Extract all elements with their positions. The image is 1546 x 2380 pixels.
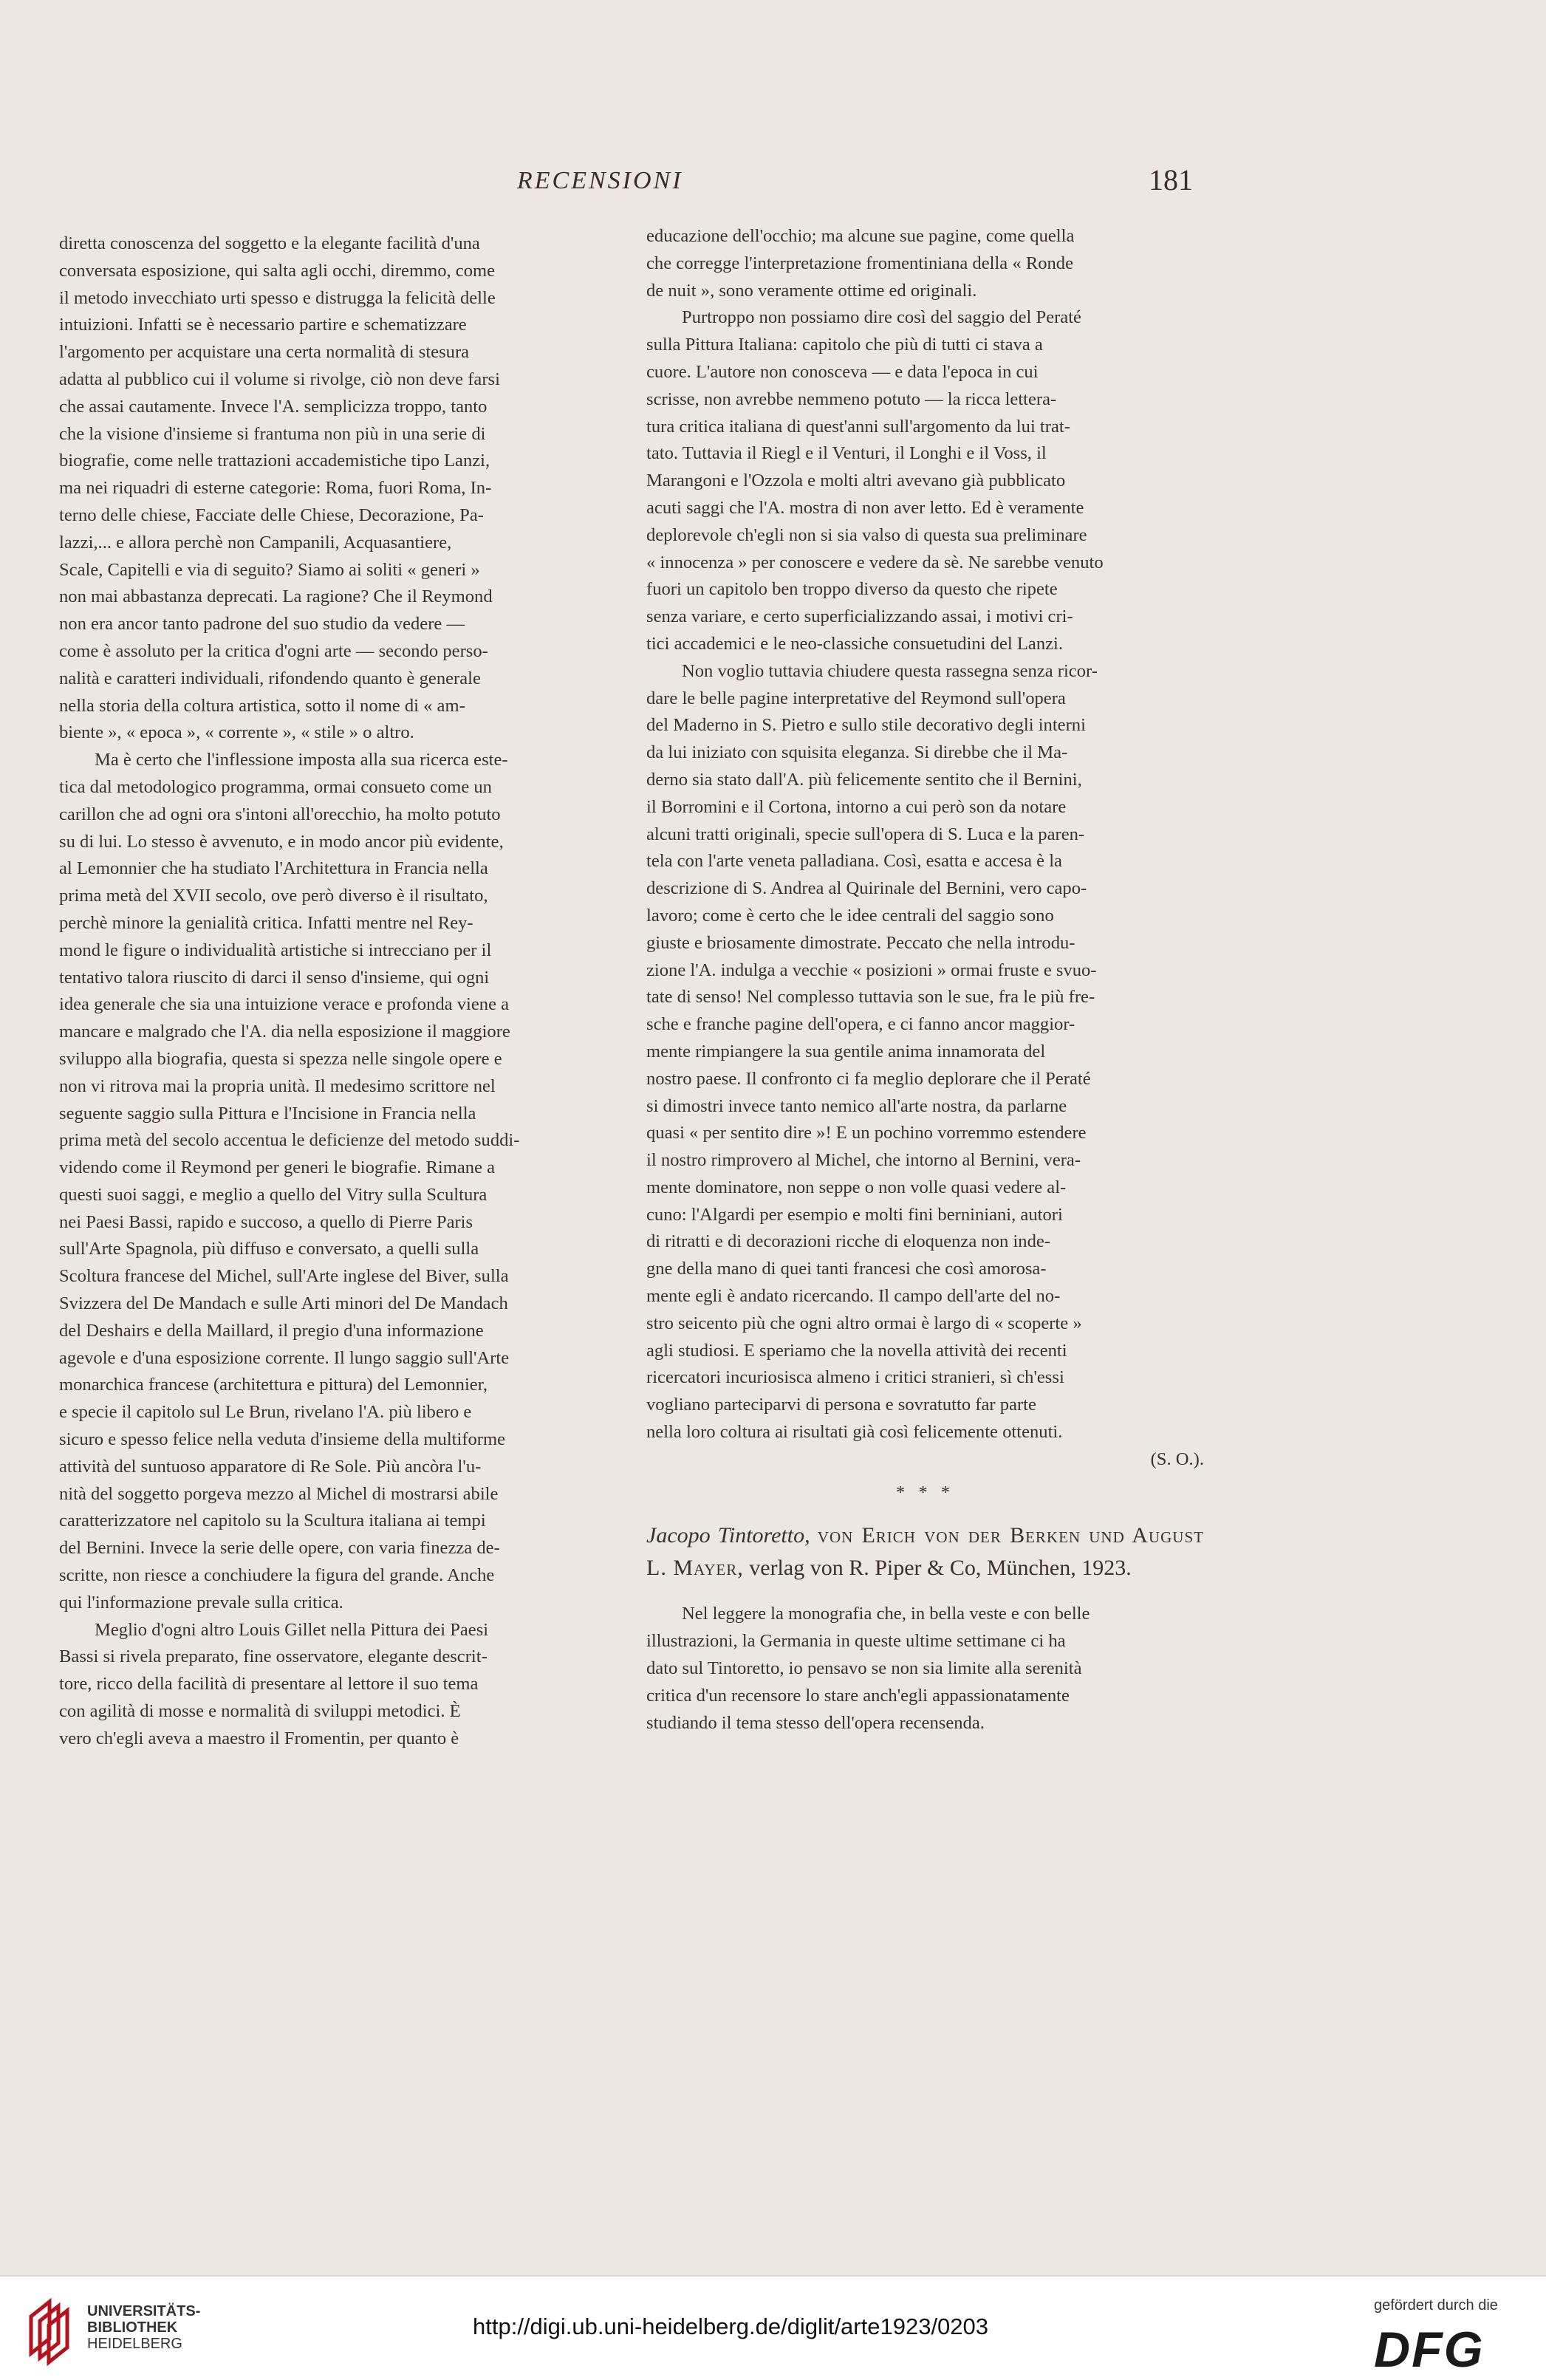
text-line: Meglio d'ogni altro Louis Gillet nella Pittura dei Paesi [95,1619,489,1640]
text-line: de nuit », sono veramente ottime ed originali. [646,280,977,301]
text-line: derno sia stato dall'A. più felicemente sentito che il Bernini, [646,769,1082,790]
text-line: prima metà del secolo accentua le deficienze del metodo suddi- [59,1130,520,1151]
library-name-line1: UNIVERSITÄTS- [87,2303,201,2319]
text-line: caratterizzatore nel capitolo su la Scultura italiana ai tempi [59,1511,486,1531]
text-line: nalità e caratteri individuali, rifondendo quanto è generale [59,668,481,688]
text-line: zione l'A. indulga a vecchie « posizioni » ormai fruste e svuo- [646,960,1097,980]
text-line: che corregge l'interpretazione fromentiniana della « Ronde [646,253,1074,273]
text-line: idea generale che sia una intuizione verace e profonda viene a [59,994,510,1015]
text-line: sicuro e spesso felice nella veduta d'insieme della multiforme [59,1429,506,1450]
text-line: carillon che ad ogni ora s'intoni all'orecchio, ha molto potuto [59,804,501,824]
text-line: Nel leggere la monografia che, in bella veste e con belle [682,1604,1090,1624]
right-column [646,223,1204,1737]
text-line: questi suoi saggi, e meglio a quello del Vitry sulla Scultura [59,1184,488,1205]
text-line: nostro paese. Il confronto ci fa meglio deplorare che il Peraté [646,1068,1091,1089]
review-book-title: Jacopo Tintoretto, [646,1523,810,1548]
text-line: tentativo talora riuscito di darci il senso d'insieme, qui ogni [59,967,490,988]
text-line: mond le figure o individualità artistiche si intrecciano per il [59,940,492,960]
library-name-line3: HEIDELBERG [87,2336,182,2352]
text-line: sviluppo alla biografia, questa si spezza nelle singole opere e [59,1048,502,1069]
text-line: intuizioni. Infatti se è necessario partire e schematizzare [59,315,467,335]
text-line: conversata esposizione, qui salta agli occhi, diremmo, come [59,260,496,281]
text-line: alcuni tratti originali, specie sull'opera di S. Luca e la paren- [646,824,1085,844]
text-line: mente dominatore, non seppe o non volle quasi vedere al- [646,1177,1067,1197]
text-line: e specie il capitolo sul Le Brun, rivelano l'A. più libero e [59,1402,472,1423]
text-line: Svizzera del De Mandach e sulle Arti minori del De Mandach [59,1293,508,1314]
text-line: mente rimpiangere la sua gentile anima innamorata del [646,1041,1046,1061]
text-line: sche e franche pagine dell'opera, e ci fanno ancor maggior- [646,1014,1075,1035]
text-line: seguente saggio sulla Pittura e l'Incisione in Francia nella [59,1103,476,1124]
text-line: perchè minore la genialità critica. Infatti mentre nel Rey- [59,912,473,933]
text-line: studiando il tema stesso dell'opera recensenda. [646,1712,985,1733]
text-line: del Deshairs e della Maillard, il pregio d'una informazione [59,1320,484,1341]
left-paragraph-2 [59,747,609,1617]
text-line: tela con l'arte veneta palladiana. Così, esatta e accesa è la [646,851,1062,872]
text-line: del Maderno in S. Pietro e sullo stile decorativo degli interni [646,715,1086,736]
text-line: agevole e d'una esposizione corrente. Il lungo saggio sull'Arte [59,1347,510,1368]
text-line: nità del soggetto porgeva mezzo al Michel di mostrarsi abile [59,1483,499,1504]
text-line: giuste e briosamente dimostrate. Peccato che nella introdu- [646,932,1075,953]
text-line: Scoltura francese del Michel, sull'Arte inglese del Biver, sulla [59,1266,509,1287]
text-line: terno delle chiese, Facciate delle Chiese, Decorazione, Pa- [59,505,484,525]
review-publisher: verlag von R. Piper & Co, München, 1923. [749,1556,1132,1581]
text-line: tura critica italiana di quest'anni sull'argomento da lui trat- [646,416,1070,437]
right-paragraph-3 [646,658,1204,1446]
text-line: ricercatori incuriosisca almeno i critici stranieri, sì ch'essi [646,1367,1064,1388]
text-line: Purtroppo non possiamo dire così del saggio del Peraté [682,307,1081,328]
text-line: del Bernini. Invece la serie delle opere, con varia finezza de- [59,1538,500,1559]
right-paragraph-1 [646,223,1204,304]
text-line: gne della mano di quei tanti francesi che così amorosa- [646,1259,1047,1279]
library-name-line2: BIBLIOTHEK [87,2319,178,2336]
text-line: sulla Pittura Italiana: capitolo che più di tutti ci stava a [646,335,1043,355]
text-line: cuore. L'autore non conosceva — e data l'epoca in cui [646,361,1039,382]
review-signature: (S. O.). [1150,1449,1204,1469]
text-line: dato sul Tintoretto, io pensavo se non sia limite alla serenità [646,1658,1082,1679]
text-line: il metodo invecchiato urti spesso e distrugga la felicità delle [59,287,496,308]
text-line: al Lemonnier che ha studiato l'Architettura in Francia nella [59,858,488,879]
text-line: fuori un capitolo ben troppo diverso da questo che ripete [646,579,1058,600]
text-line: nei Paesi Bassi, rapido e succoso, a quello di Pierre Paris [59,1211,473,1232]
text-line: mente egli è andato ricercando. Il campo dell'arte del no- [646,1286,1061,1307]
text-line: stro seicento più che ogni altro ormai è largo di « scoperte » [646,1313,1082,1333]
review-heading [646,1519,1204,1584]
text-line: tici accademici e le neo-classiche consuetudini del Lanzi. [646,633,1064,654]
digitization-footer [0,2275,1546,2380]
text-line: Non voglio tuttavia chiudere questa rassegna senza ricor- [682,660,1098,681]
text-line: ma nei riquadri di esterne categorie: Roma, fuori Roma, In- [59,478,492,499]
text-line: il nostro rimprovero al Michel, che intorno al Bernini, vera- [646,1150,1081,1171]
text-line: cuno: l'Algardi per esempio e molti fini berniniani, autori [646,1204,1063,1225]
page-header [0,163,1546,211]
text-line: tore, ricco della facilità di presentare al lettore il suo tema [59,1674,479,1695]
text-line: descrizione di S. Andrea al Quirinale del Bernini, vero capo- [646,878,1087,899]
text-line: vero ch'egli aveva a maestro il Fromentin, per quanto è [59,1728,459,1748]
right-paragraph-4 [646,1601,1204,1737]
text-line: dare le belle pagine interpretative del Reymond sull'opera [646,688,1066,708]
text-line: adatta al pubblico cui il volume si rivolge, ciò non deve farsi [59,369,500,389]
text-line: da lui iniziato con squisita eleganza. Si direbbe che il Ma- [646,742,1068,763]
left-paragraph-3 [59,1617,609,1753]
section-separator: * * * [895,1482,955,1502]
text-line: il Borromini e il Cortona, intorno a cui però son da notare [646,796,1067,817]
text-line: lavoro; come è certo che le idee centrali del saggio sono [646,905,1054,926]
text-line: senza variare, e certo superficializzando assai, i motivi cri- [646,606,1073,627]
text-line: su di lui. Lo stesso è avvenuto, e in modo ancor più evidente, [59,831,504,852]
text-line: tica dal metodologico programma, ormai consueto come un [59,776,492,797]
library-name [87,2303,200,2352]
text-line: educazione dell'occhio; ma alcune sue pagine, come quella [646,226,1075,246]
text-line: videndo come il Reymond per generi le biografie. Rimane a [59,1157,496,1178]
text-line: qui l'informazione prevale sulla critica. [59,1592,343,1613]
text-line: biente », « epoca », « corrente », « stile » o altro. [59,722,414,743]
review-authors: von Erich von der Berken und August L. Mayer, [646,1523,1204,1581]
text-line: lazzi,... e allora perchè non Campanili, Acquasantiere, [59,532,452,553]
text-line: diretta conoscenza del soggetto e la elegante facilità d'una [59,233,480,253]
text-line: l'argomento per acquistare una certa normalità di stesura [59,342,470,363]
running-title: RECENSIONI [517,167,683,194]
text-line: non era ancor tanto padrone del suo studio da vedere — [59,614,465,635]
text-line: « innocenza » per conoscere e vedere da sè. Ne sarebbe venuto [646,552,1104,572]
text-line: non mai abbastanza deprecati. La ragione? Che il Reymond [59,587,493,607]
text-line: Ma è certo che l'inflessione imposta alla sua ricerca este- [95,750,508,770]
text-line: monarchica francese (architettura e pittura) del Lemonnier, [59,1375,488,1395]
text-line: attività del suntuoso apparatore di Re Sole. Più ancòra l'u- [59,1456,482,1477]
left-column [59,230,609,1753]
text-line: tato. Tuttavia il Riegl e il Venturi, il Longhi e il Voss, il [646,443,1047,464]
text-line: sull'Arte Spagnola, più diffuso e conversato, a quelli sulla [59,1239,479,1259]
text-line: tate di senso! Nel complesso tuttavia son le sue, fra le più fre- [646,987,1095,1008]
text-line: Marangoni e l'Ozzola e molti altri avevano già pubblicato [646,471,1066,491]
text-line: Scale, Capitelli e via di seguito? Siamo ai soliti « generi » [59,559,480,580]
dfg-logo: DFG [1374,2322,1485,2378]
university-library-logo-icon [16,2287,98,2368]
text-line: mancare e malgrado che l'A. dia nella esposizione il maggiore [59,1022,510,1042]
text-line: di ritratti e di decorazioni ricche di eloquenza non inde- [646,1231,1050,1252]
right-paragraph-2 [646,304,1204,657]
text-line: che assai cautamente. Invece l'A. semplicizza troppo, tanto [59,396,488,417]
text-line: non vi ritrova mai la propria unità. Il medesimo scrittore nel [59,1076,496,1096]
permalink-url[interactable]: http://digi.ub.uni-heidelberg.de/diglit/arte1923/0203 [473,2314,989,2339]
text-line: illustrazioni, la Germania in queste ultime settimane ci ha [646,1631,1066,1652]
text-line: come è assoluto per la critica d'ogni arte — secondo perso- [59,640,488,661]
text-line: vogliano parteciparvi di persona e sovratutto far parte [646,1395,1036,1415]
page-number: 181 [1149,163,1193,196]
text-line: che la visione d'insieme si frantuma non più in una serie di [59,423,486,444]
text-line: nella storia della coltura artistica, sotto il nome di « am- [59,695,465,716]
text-line: deplorevole ch'egli non si sia valso di questa sua preliminare [646,524,1087,545]
text-line: acuti saggi che l'A. mostra di non aver letto. Ed è veramente [646,497,1084,518]
text-line: agli studiosi. E speriamo che la novella attività dei recenti [646,1340,1067,1361]
funding-caption: gefördert durch die [1374,2297,1498,2314]
text-line: Bassi si rivela preparato, fine osservatore, elegante descrit- [59,1646,488,1667]
text-line: prima metà del XVII secolo, ove però diverso è il risultato, [59,886,488,906]
text-line: nella loro coltura ai risultati già così felicemente ottenuti. [646,1422,1063,1443]
text-line: critica d'un recensore lo stare anch'egli appassionatamente [646,1685,1070,1706]
left-paragraph-1 [59,230,609,747]
text-line: quasi « per sentito dire »! E un pochino vorremmo estendere [646,1123,1087,1143]
text-line: si dimostri invece tanto nemico all'arte nostra, da parlarne [646,1095,1067,1116]
text-line: con agilità di mosse e normalità di sviluppi metodici. È [59,1701,461,1722]
text-line: biografie, come nelle trattazioni accademistiche tipo Lanzi, [59,451,490,471]
text-line: scrisse, non avrebbe nemmeno potuto — la ricca lettera- [646,389,1057,409]
text-line: scritte, non riesce a conchiudere la figura del grande. Anche [59,1565,495,1586]
